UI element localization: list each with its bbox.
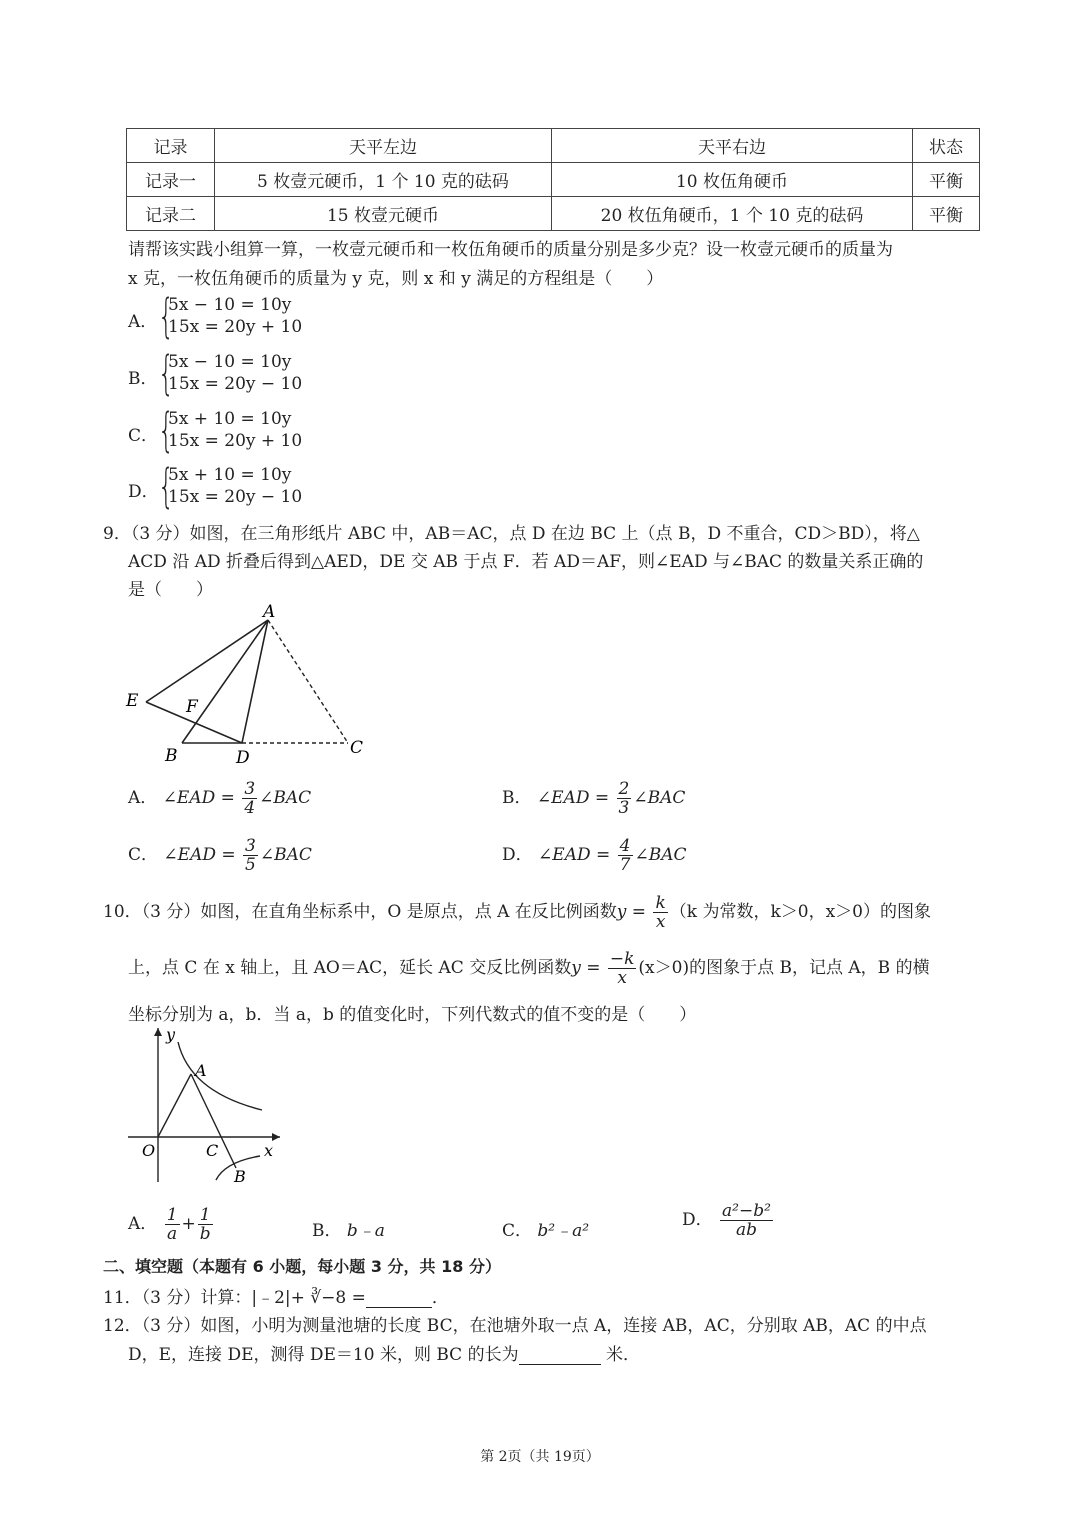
q12-line1: 12．（3 分）如图，小明为测量池塘的长度 BC，在池塘外取一点 A，连接 AB，AC，分别取 AB，AC 的中点 [103, 1316, 927, 1336]
table-header-cell: 天平左边 [215, 129, 552, 163]
text: (x＞0)的图象于点 B，记点 A，B 的横 [638, 958, 930, 978]
numerator: 1 [198, 1206, 213, 1225]
q8-text-line1: 请帮该实践小组算一算，一枚壹元硬币和一枚伍角硬币的质量分别是多少克？设一枚壹元硬币的质量为 [128, 240, 893, 260]
equation: 15x = 20y + 10 [168, 431, 303, 451]
segment-ae [146, 620, 268, 702]
text: 10．（3 分）如图，在直角坐标系中，O 是原点，点 A 在反比例函数 [103, 902, 617, 922]
text: 上，点 C 在 x 轴上，且 AO＝AC，延长 AC 交反比例函数 [128, 958, 572, 978]
equation-system [168, 351, 302, 395]
equation: 5x − 10 = 10y [168, 295, 292, 315]
q10-option-b [312, 1216, 385, 1241]
q10-option-d [682, 1202, 775, 1239]
table-header-cell: 状态 [913, 129, 980, 163]
table-cell: 平衡 [913, 163, 980, 197]
answer-blank[interactable] [519, 1348, 601, 1365]
table-cell: 15 枚壹元硬币 [215, 197, 552, 231]
table-cell: 记录一 [127, 163, 215, 197]
option-label: D． [682, 1210, 713, 1230]
option-label: D． [502, 845, 533, 865]
equation: 5x + 10 = 10y [168, 465, 292, 485]
segment-oa [158, 1074, 191, 1137]
denominator: 5 [245, 855, 256, 875]
option-expr: b²﹣a² [537, 1221, 590, 1241]
option-label: A． [128, 1214, 158, 1234]
option-label: C． [128, 426, 159, 446]
q9-triangle-figure [120, 600, 380, 770]
fraction [165, 1206, 180, 1243]
fraction [243, 837, 258, 874]
label-d: D [236, 748, 250, 768]
fraction [198, 1206, 213, 1243]
denominator: 4 [244, 798, 256, 818]
table-row [127, 163, 980, 197]
function-expr: y = [571, 958, 601, 978]
brace-icon: { [158, 403, 175, 457]
label-b: B [165, 746, 178, 766]
denominator: 7 [619, 855, 631, 875]
numerator: 4 [619, 836, 631, 856]
fraction [618, 837, 633, 874]
fraction [617, 780, 632, 817]
equation-system [168, 408, 302, 452]
numerator: a²−b² [722, 1201, 771, 1221]
table-cell: 10 枚伍角硬币 [552, 163, 913, 197]
option-expr: ∠EAD = [162, 788, 235, 808]
equation-system [168, 294, 302, 338]
option-label: C． [502, 1221, 533, 1241]
table-header-cell: 天平右边 [552, 129, 913, 163]
option-label: B． [312, 1221, 342, 1241]
label-e: E [126, 691, 139, 711]
option-label: A． [128, 788, 158, 808]
text: ． [431, 1288, 449, 1308]
q9-option-c [128, 837, 312, 874]
function-expr: y = [616, 902, 647, 922]
section-title: 二、填空题（本题有 6 小题，每小题 3 分，共 18 分） [103, 1257, 501, 1276]
table-header-row [127, 129, 980, 163]
brace-icon: { [158, 459, 175, 513]
label-b: B [234, 1167, 246, 1186]
option-expr: ∠BAC [259, 845, 312, 865]
fraction [653, 894, 667, 931]
q10-option-a [128, 1206, 215, 1243]
equation: 15x = 20y − 10 [168, 374, 303, 394]
option-expr: ∠BAC [633, 788, 686, 808]
option-label: A． [128, 312, 158, 332]
label-f: F [186, 697, 198, 717]
q8-text-line2: x 克，一枚伍角硬币的质量为 y 克，则 x 和 y 满足的方程组是（ ） [128, 269, 664, 289]
equation: 15x = 20y + 10 [168, 317, 303, 337]
q9-line1: 9．（3 分）如图，在三角形纸片 ABC 中，AB＝AC，点 D 在边 BC 上（点 B，D 不重合，CD＞BD），将△ [103, 524, 920, 544]
q12-line2 [128, 1340, 640, 1365]
option-label: B． [502, 788, 532, 808]
label-a: A [195, 1061, 207, 1080]
text: 11．（3 分）计算：|﹣2|+ ∛−8 = [103, 1288, 366, 1308]
denominator: x [655, 912, 666, 932]
denominator: ab [735, 1220, 758, 1240]
numerator: 3 [245, 836, 256, 856]
text: （k 为常数，k＞0，x＞0）的图象 [669, 902, 931, 922]
equation: 15x = 20y − 10 [168, 487, 303, 507]
q10-line1 [103, 894, 931, 931]
numerator: 2 [618, 779, 630, 799]
brace-icon: { [158, 289, 175, 343]
fraction [242, 780, 257, 817]
table-cell: 20 枚伍角硬币，1 个 10 克的砝码 [552, 197, 913, 231]
q9-line2: ACD 沿 AD 折叠后得到△AED，DE 交 AB 于点 F．若 AD＝AF，则∠EAD 与∠BAC 的数量关系正确的 [128, 552, 924, 572]
label-a: A [263, 602, 276, 622]
table-cell: 记录二 [127, 197, 215, 231]
option-expr: ∠BAC [634, 845, 687, 865]
label-c: C [206, 1141, 219, 1160]
y-axis-arrow-icon [154, 1028, 162, 1036]
brace-icon: { [158, 346, 175, 400]
numerator: k [655, 893, 666, 913]
q10-line2 [128, 950, 930, 987]
denominator: a [167, 1224, 178, 1244]
q9-line3: 是（ ） [128, 580, 213, 600]
label-x: x [264, 1141, 274, 1160]
option-expr: ∠BAC [259, 788, 312, 808]
equation-system [168, 464, 302, 508]
numerator: 1 [166, 1205, 178, 1225]
x-axis-arrow-icon [272, 1133, 280, 1141]
equation: 5x − 10 = 10y [168, 352, 292, 372]
equation: 5x + 10 = 10y [168, 409, 292, 429]
denominator: 3 [618, 798, 630, 818]
option-label: C． [128, 845, 159, 865]
table-cell: 5 枚壹元硬币，1 个 10 克的砝码 [215, 163, 552, 197]
text: D，E，连接 DE，测得 DE＝10 米，则 BC 的长为 [128, 1345, 519, 1365]
table-row [127, 197, 980, 231]
numerator: 3 [244, 779, 256, 799]
option-expr: ∠EAD = [536, 788, 610, 808]
numerator: −k [609, 949, 635, 969]
segment-ac-dashed [268, 620, 348, 743]
q10-line3: 坐标分别为 a，b．当 a，b 的值变化时，下列代数式的值不变的是（ ） [128, 1005, 697, 1025]
label-y: y [166, 1025, 176, 1044]
option-expr: b﹣a [346, 1221, 385, 1241]
label-o: O [142, 1141, 156, 1160]
option-label: B． [128, 369, 158, 389]
denominator: b [199, 1224, 211, 1244]
fraction [720, 1202, 773, 1239]
label-c: C [350, 738, 364, 758]
plus-sign: + [181, 1214, 196, 1234]
option-expr: ∠EAD = [538, 845, 611, 865]
fraction [608, 950, 637, 987]
q9-option-b [502, 780, 685, 817]
q9-option-a [128, 780, 311, 817]
q10-coordinate-figure [120, 1022, 290, 1192]
text: 米． [606, 1345, 640, 1365]
option-expr: ∠EAD = [163, 845, 236, 865]
answer-blank[interactable] [366, 1291, 432, 1308]
page-footer: 第 2页（共 19页） [480, 1449, 600, 1465]
table-header-cell: 记录 [127, 129, 215, 163]
q11-line [103, 1283, 449, 1308]
table-cell: 平衡 [913, 197, 980, 231]
q10-option-c [502, 1216, 589, 1241]
denominator: x [617, 968, 627, 988]
record-table [126, 128, 980, 231]
q9-option-d [502, 837, 687, 874]
option-label: D． [128, 482, 159, 502]
